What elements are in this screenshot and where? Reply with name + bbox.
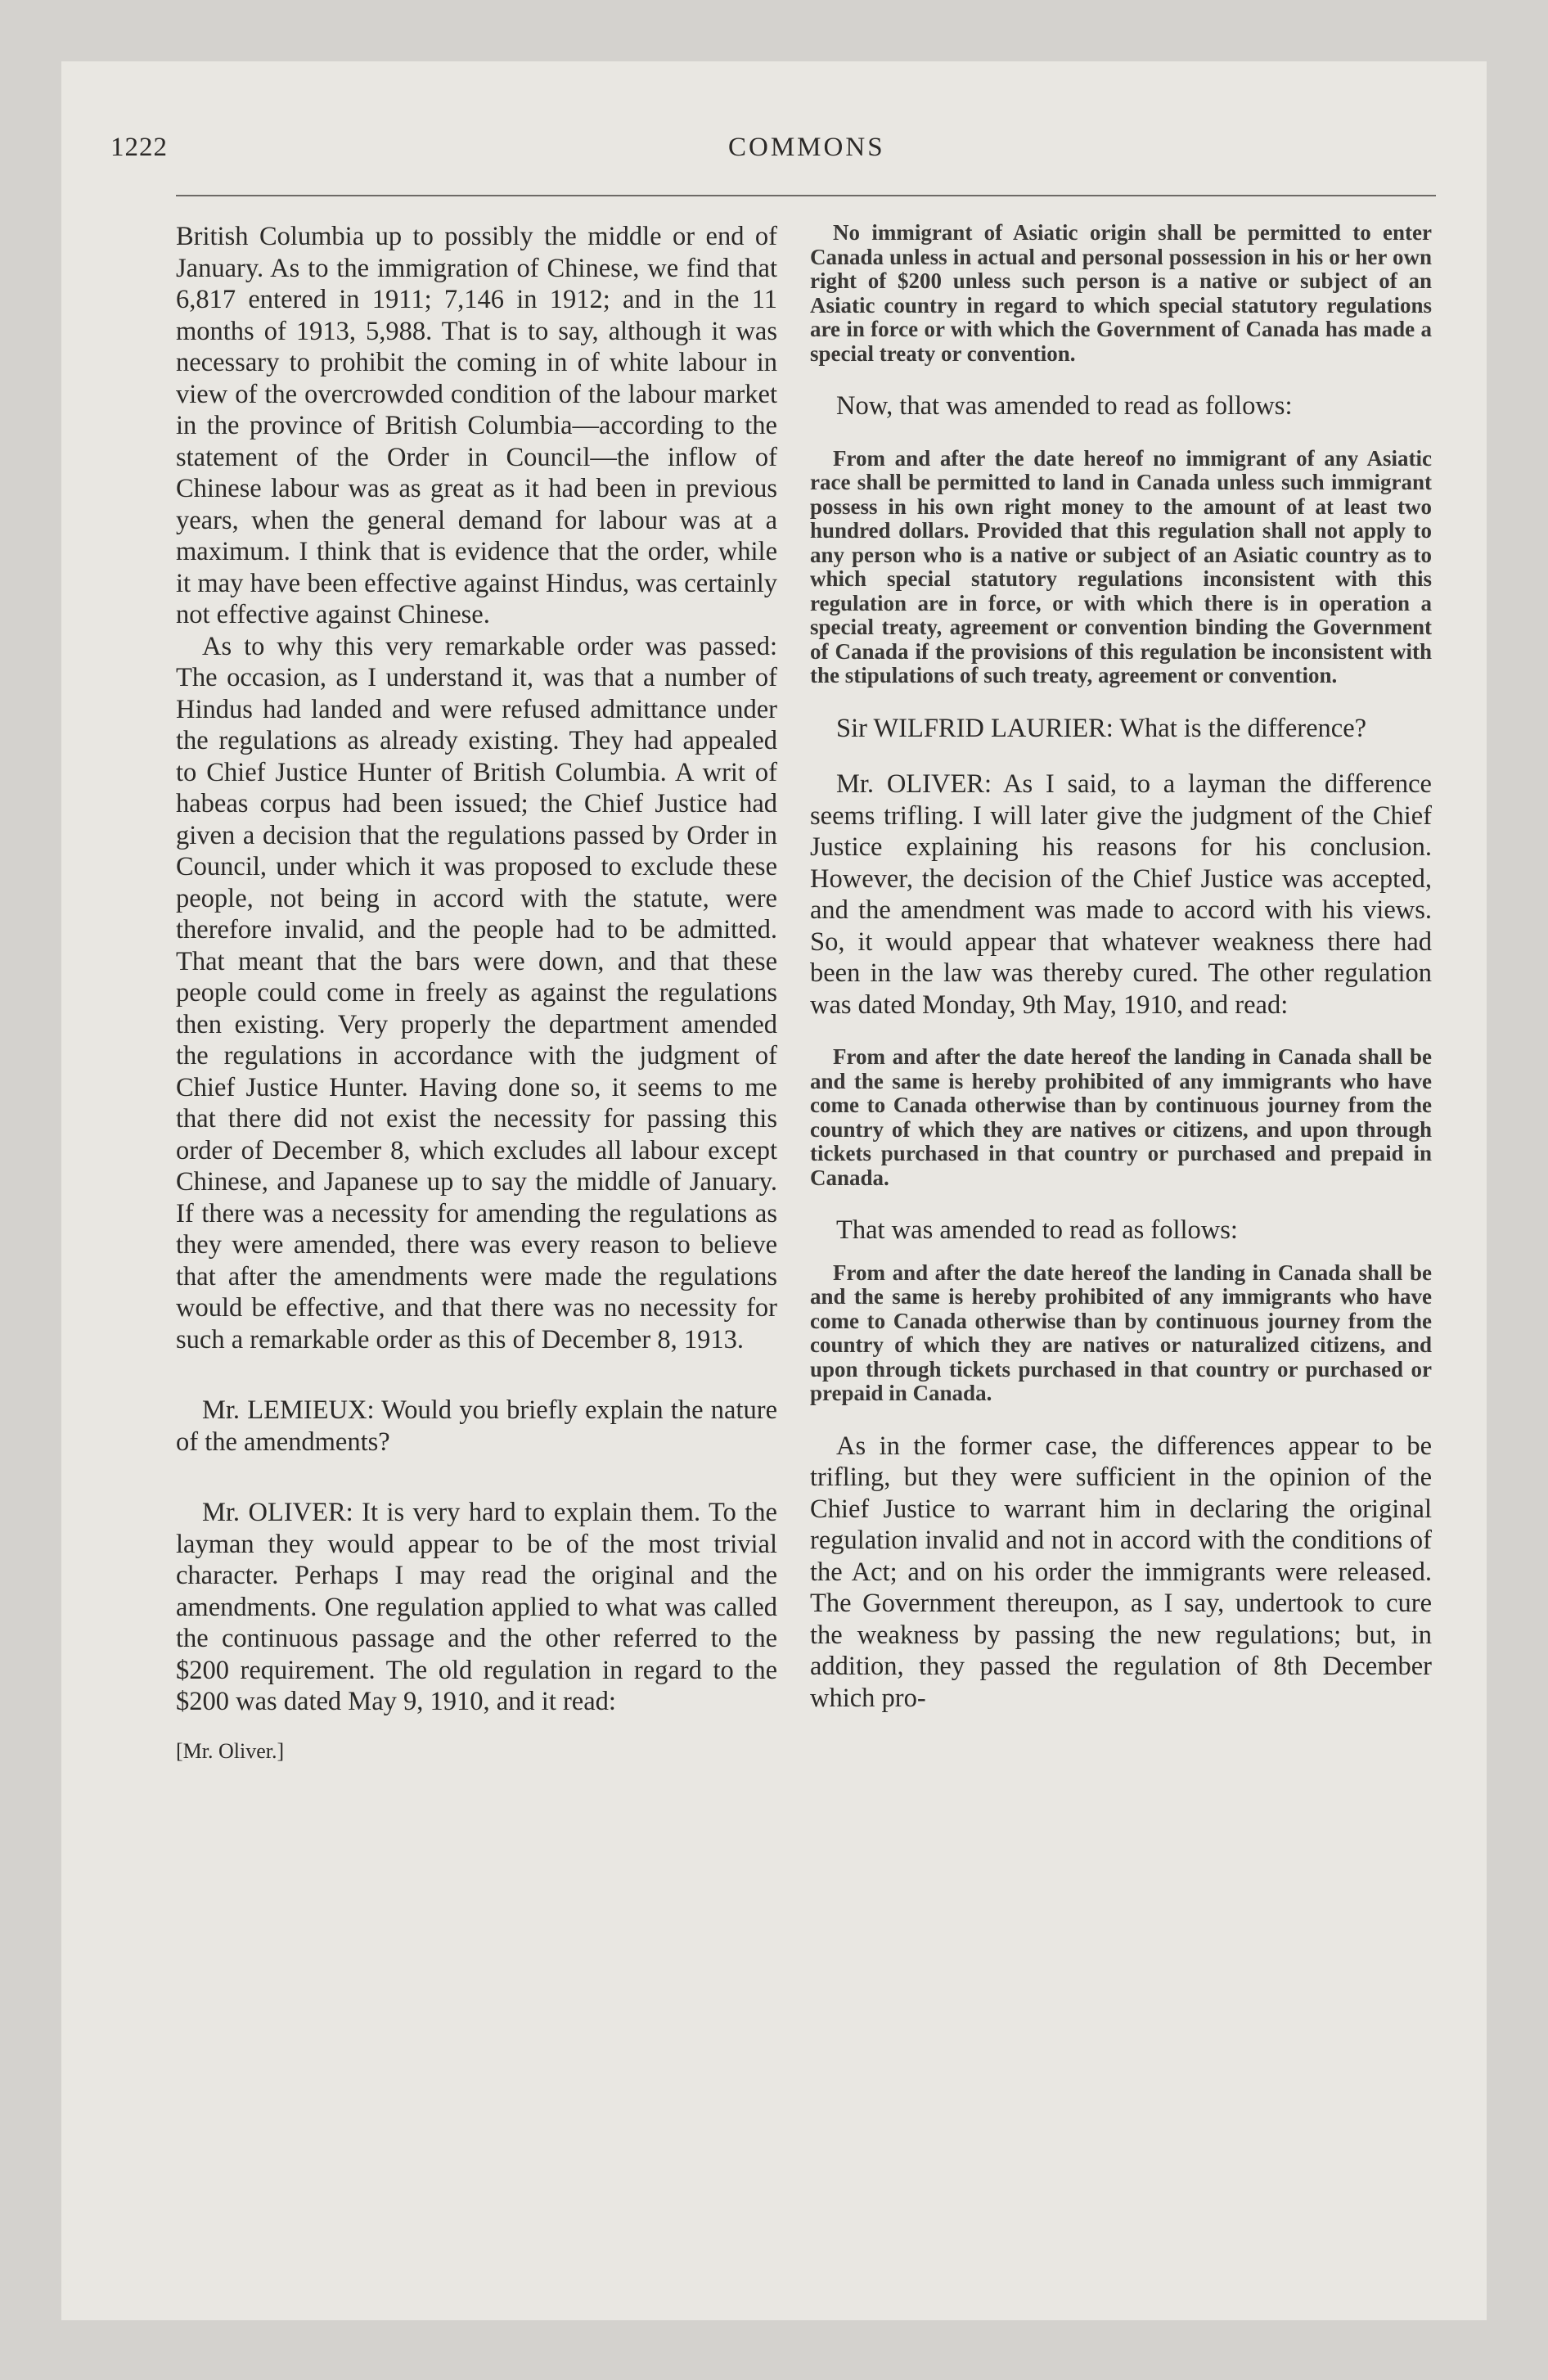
- right-quote-4: From and after the date hereof the landing in Canada shall be and the same is hereby prohibited of any immigrants who have come to Canada otherwise than by continuous journey from the country of which they are natives or naturalized citizens, and upon through tickets purchased in that country or purchased or prepaid in Canada.: [810, 1260, 1432, 1405]
- right-quote-1: No immigrant of Asiatic origin shall be permitted to enter Canada unless in actual and personal possession in his or her own right of $200 unless such person is a native or subject of an Asiatic country in regard to which special statutory regulations are in force or with which the Government of Canada has made a special treaty or convention.: [810, 220, 1432, 366]
- page-number: 1222: [110, 133, 168, 162]
- left-paragraph-4: Mr. OLIVER: It is very hard to explain them. To the layman they would appear to be of the most trivial character. Perhaps I may read the original and the amendments. One regulation applied to what was called the continuous passage and the other referred to the $200 requirement. The old regulation in regard to the $200 was dated May 9, 1910, and it read:: [176, 1498, 777, 1716]
- page-header: [110, 74, 1436, 162]
- right-paragraph-4: That was amended to read as follows:: [836, 1215, 1238, 1245]
- right-quote-3: From and after the date hereof the landing in Canada shall be and the same is hereby prohibited of any immigrants who have come to Canada otherwise than by continuous journey from the country of which they are natives or citizens, and upon through tickets purchased in that country or purchased and prepaid in Canada.: [810, 1044, 1432, 1190]
- right-paragraph-3: Mr. OLIVER: As I said, to a layman the difference seems trifling. I will later give the judgment of the Chief Justice explaining his reasons for his conclusion. However, the decision of the Chief Justice was accepted, and the amendment was made to accord with his views. So, it would appear that whatever weakness there had been in the law was thereby cured. The other regulation was dated Monday, 9th May, 1910, and read:: [810, 769, 1432, 1020]
- right-quote-2: From and after the date hereof no immigrant of any Asiatic race shall be permitted to land in Canada unless such immigrant possess in his own right money to the amount of at least two hundred dollars. Provided that this regulation shall not apply to any person who is a native or subject of an Asiatic country as to which special statutory regulations inconsistent with this regulation are in force, or with which there is in operation a special treaty, agreement or convention binding the Government of Canada if the provisions of this regulation be inconsistent with the stipulations of such treaty, agreement or convention.: [810, 445, 1432, 687]
- header-rule: [176, 195, 1436, 196]
- right-paragraph-5: As in the former case, the differences appear to be trifling, but they were sufficient in the opinion of the Chief Justice to warrant him in declaring the original regulation invalid and not in accord with the conditions of the Act; and on his order the immigrants were released. The Government thereupon, as I say, undertook to cure the weakness by passing the new regulations; but, in addition, they passed the regulation of 8th December which pro-: [810, 1431, 1432, 1713]
- running-title: COMMONS: [728, 133, 885, 162]
- right-paragraph-1: Now, that was amended to read as follows:: [836, 391, 1293, 421]
- left-column: [176, 221, 777, 1764]
- left-paragraph-3: Mr. LEMIEUX: Would you briefly explain the nature of the amendments?: [176, 1395, 777, 1457]
- right-column: [810, 221, 1432, 1714]
- left-paragraph-1: British Columbia up to possibly the middle or end of January. As to the immigration of Chinese, we find that 6,817 entered in 1911; 7,146 in 1912; and in the 11 months of 1913, 5,988. That is to say, although it was necessary to prohibit the coming in of white labour in view of the overcrowded condition of the labour market in the province of British Columbia—according to the statement of the Order in Council—the inflow of Chinese labour was as great as it had been in previous years, when the general demand for labour was at a maximum. I think that is evidence that the order, while it may have been effective against Hindus, was certainly not effective against Chinese.: [176, 222, 777, 629]
- left-paragraph-2: As to why this very remarkable order was passed: The occasion, as I understand it, was that a number of Hindus had landed and were refused admittance under the regulations as already existing. They had appealed to Chief Justice Hunter of British Columbia. A writ of habeas corpus had been issued; the Chief Justice had given a decision that the regulations passed by Order in Council, under which it was proposed to exclude these people, not being in accord with the statute, were therefore invalid, and the people had to be admitted. That meant that the bars were down, and that these people could come in freely as against the regulations then existing. Very properly the department amended the regulations in accordance with the judgment of Chief Justice Hunter. Having done so, it seems to me that there did not exist the necessity for passing this order of December 8, which excludes all labour except Chinese, and Japanese up to say the middle of January. If there was a necessity for amending the regulations as they were amended, there was every reason to believe that after the amendments were made the regulations would be effective, and that there was no necessity for such a remarkable order as this of December 8, 1913.: [176, 631, 777, 1355]
- right-paragraph-2: Sir WILFRID LAURIER: What is the difference?: [836, 713, 1367, 743]
- speaker-footer: [Mr. Oliver.]: [176, 1738, 285, 1763]
